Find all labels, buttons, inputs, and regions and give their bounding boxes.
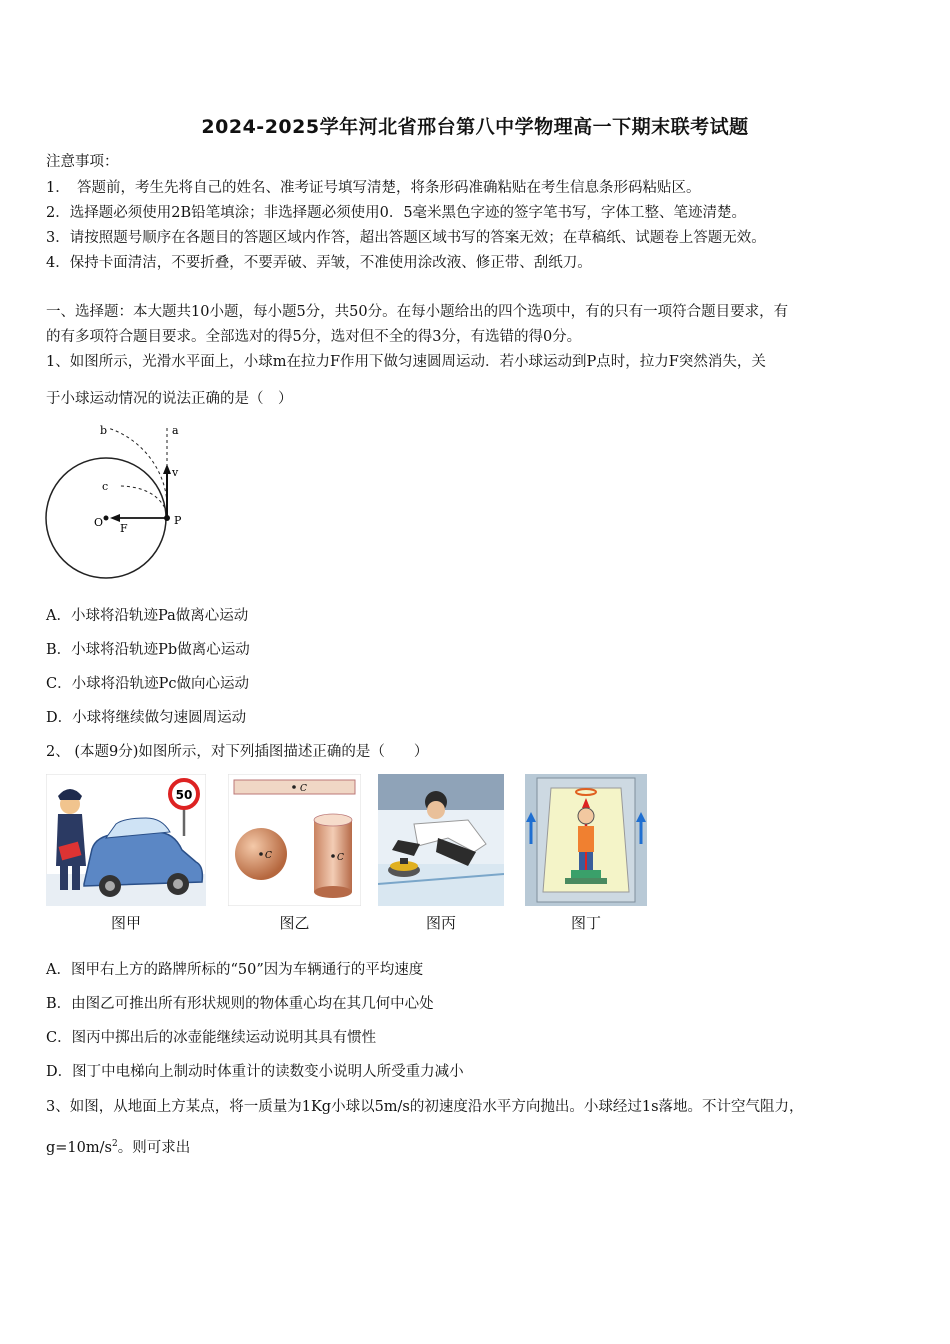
page-title: 2024-2025学年河北省邢台第八中学物理高一下期末联考试题	[201, 116, 749, 138]
q3-stem-line-1: 3、如图，从地面上方某点，将一质量为1Kg小球以5m/s的初速度沿水平方向抛出。小球经过1s落地。不计空气阻力，	[46, 1099, 804, 1115]
caption-ding: 图丁	[570, 914, 601, 932]
caption-jia: 图甲	[110, 914, 141, 932]
notice-item-4: 4．保持卡面清洁，不要折叠，不要弄破、弄皱，不准使用涂改液、修正带、刮纸刀。	[46, 255, 592, 271]
speed-limit-sign: 50	[175, 788, 193, 802]
figure-ding-elevator	[525, 774, 647, 906]
label-b: b	[100, 424, 108, 437]
q3-stem-line-2	[46, 1134, 916, 1158]
label-a: a	[172, 424, 179, 437]
figure-jia-police-car	[46, 774, 206, 906]
q2-stem: 2、 (本题9分)如图所示，对下列插图描述正确的是（ ）	[46, 744, 429, 760]
caption-yi: 图乙	[279, 914, 310, 932]
q2-option-b: B．由图乙可推出所有形状规则的物体重心均在其几何中心处	[46, 996, 434, 1012]
q1-option-a: A．小球将沿轨迹Pa做离心运动	[46, 608, 249, 624]
q2-option-a: A．图甲右上方的路牌所标的“50”因为车辆通行的平均速度	[46, 962, 424, 978]
label-o: O	[94, 516, 104, 529]
notice-item-2: 2．选择题必须使用2B铅笔填涂；非选择题必须使用0．5毫米黑色字迹的签字笔书写，字体工整、笔迹清楚。	[46, 205, 747, 221]
q2-option-c: C．图丙中掷出后的冰壶能继续运动说明其具有惯性	[46, 1030, 377, 1046]
q1-option-d: D．小球将继续做匀速圆周运动	[46, 710, 247, 726]
notice-heading: 注意事项：	[46, 154, 119, 170]
q1-option-b: B．小球将沿轨迹Pb做离心运动	[46, 642, 250, 658]
label-p: P	[174, 514, 182, 527]
q1-stem-line-1: 1、如图所示，光滑水平面上，小球m在拉力F作用下做匀速圆周运动．若小球运动到P点时，拉力F突然消失，关	[46, 354, 766, 370]
label-v: v	[172, 466, 179, 479]
q1-option-c: C．小球将沿轨迹Pc做向心运动	[46, 676, 249, 692]
notice-item-3: 3．请按照题号顺序在各题目的答题区域内作答，超出答题区域书写的答案无效；在草稿纸、试题卷上答题无效。	[46, 230, 766, 246]
q1-stem-line-2: 于小球运动情况的说法正确的是（ ）	[46, 391, 293, 407]
q3-gravity-value: g=10m/s	[46, 1139, 112, 1156]
q3-stem-tail: 。则可求出	[117, 1139, 191, 1156]
label-c: c	[102, 480, 109, 493]
caption-bing: 图丙	[425, 914, 456, 932]
c-label-ball: C	[265, 851, 272, 861]
q2-option-d: D．图丁中电梯向上制动时体重计的读数变小说明人所受重力减小	[46, 1064, 464, 1080]
notice-item-1: 1． 答题前，考生先将自己的姓名、准考证号填写清楚，将条形码准确粘贴在考生信息条形码粘贴区。	[46, 180, 701, 196]
label-f: F	[120, 522, 128, 535]
c-label-cylinder: C	[337, 853, 344, 863]
figure-yi-center-of-mass	[228, 774, 361, 906]
figure-bing-curling	[378, 774, 504, 906]
c-label-bar: C	[300, 784, 307, 794]
section-intro-line-1: 一、选择题：本大题共10小题，每小题5分，共50分。在每小题给出的四个选项中，有的只有一项符合题目要求，有	[46, 304, 789, 320]
q3-gravity-exponent: 2	[111, 1139, 118, 1149]
section-intro-line-2: 的有多项符合题目要求。全部选对的得5分，选对但不全的得3分，有选错的得0分。	[46, 329, 582, 345]
circular-motion-diagram	[40, 418, 200, 583]
